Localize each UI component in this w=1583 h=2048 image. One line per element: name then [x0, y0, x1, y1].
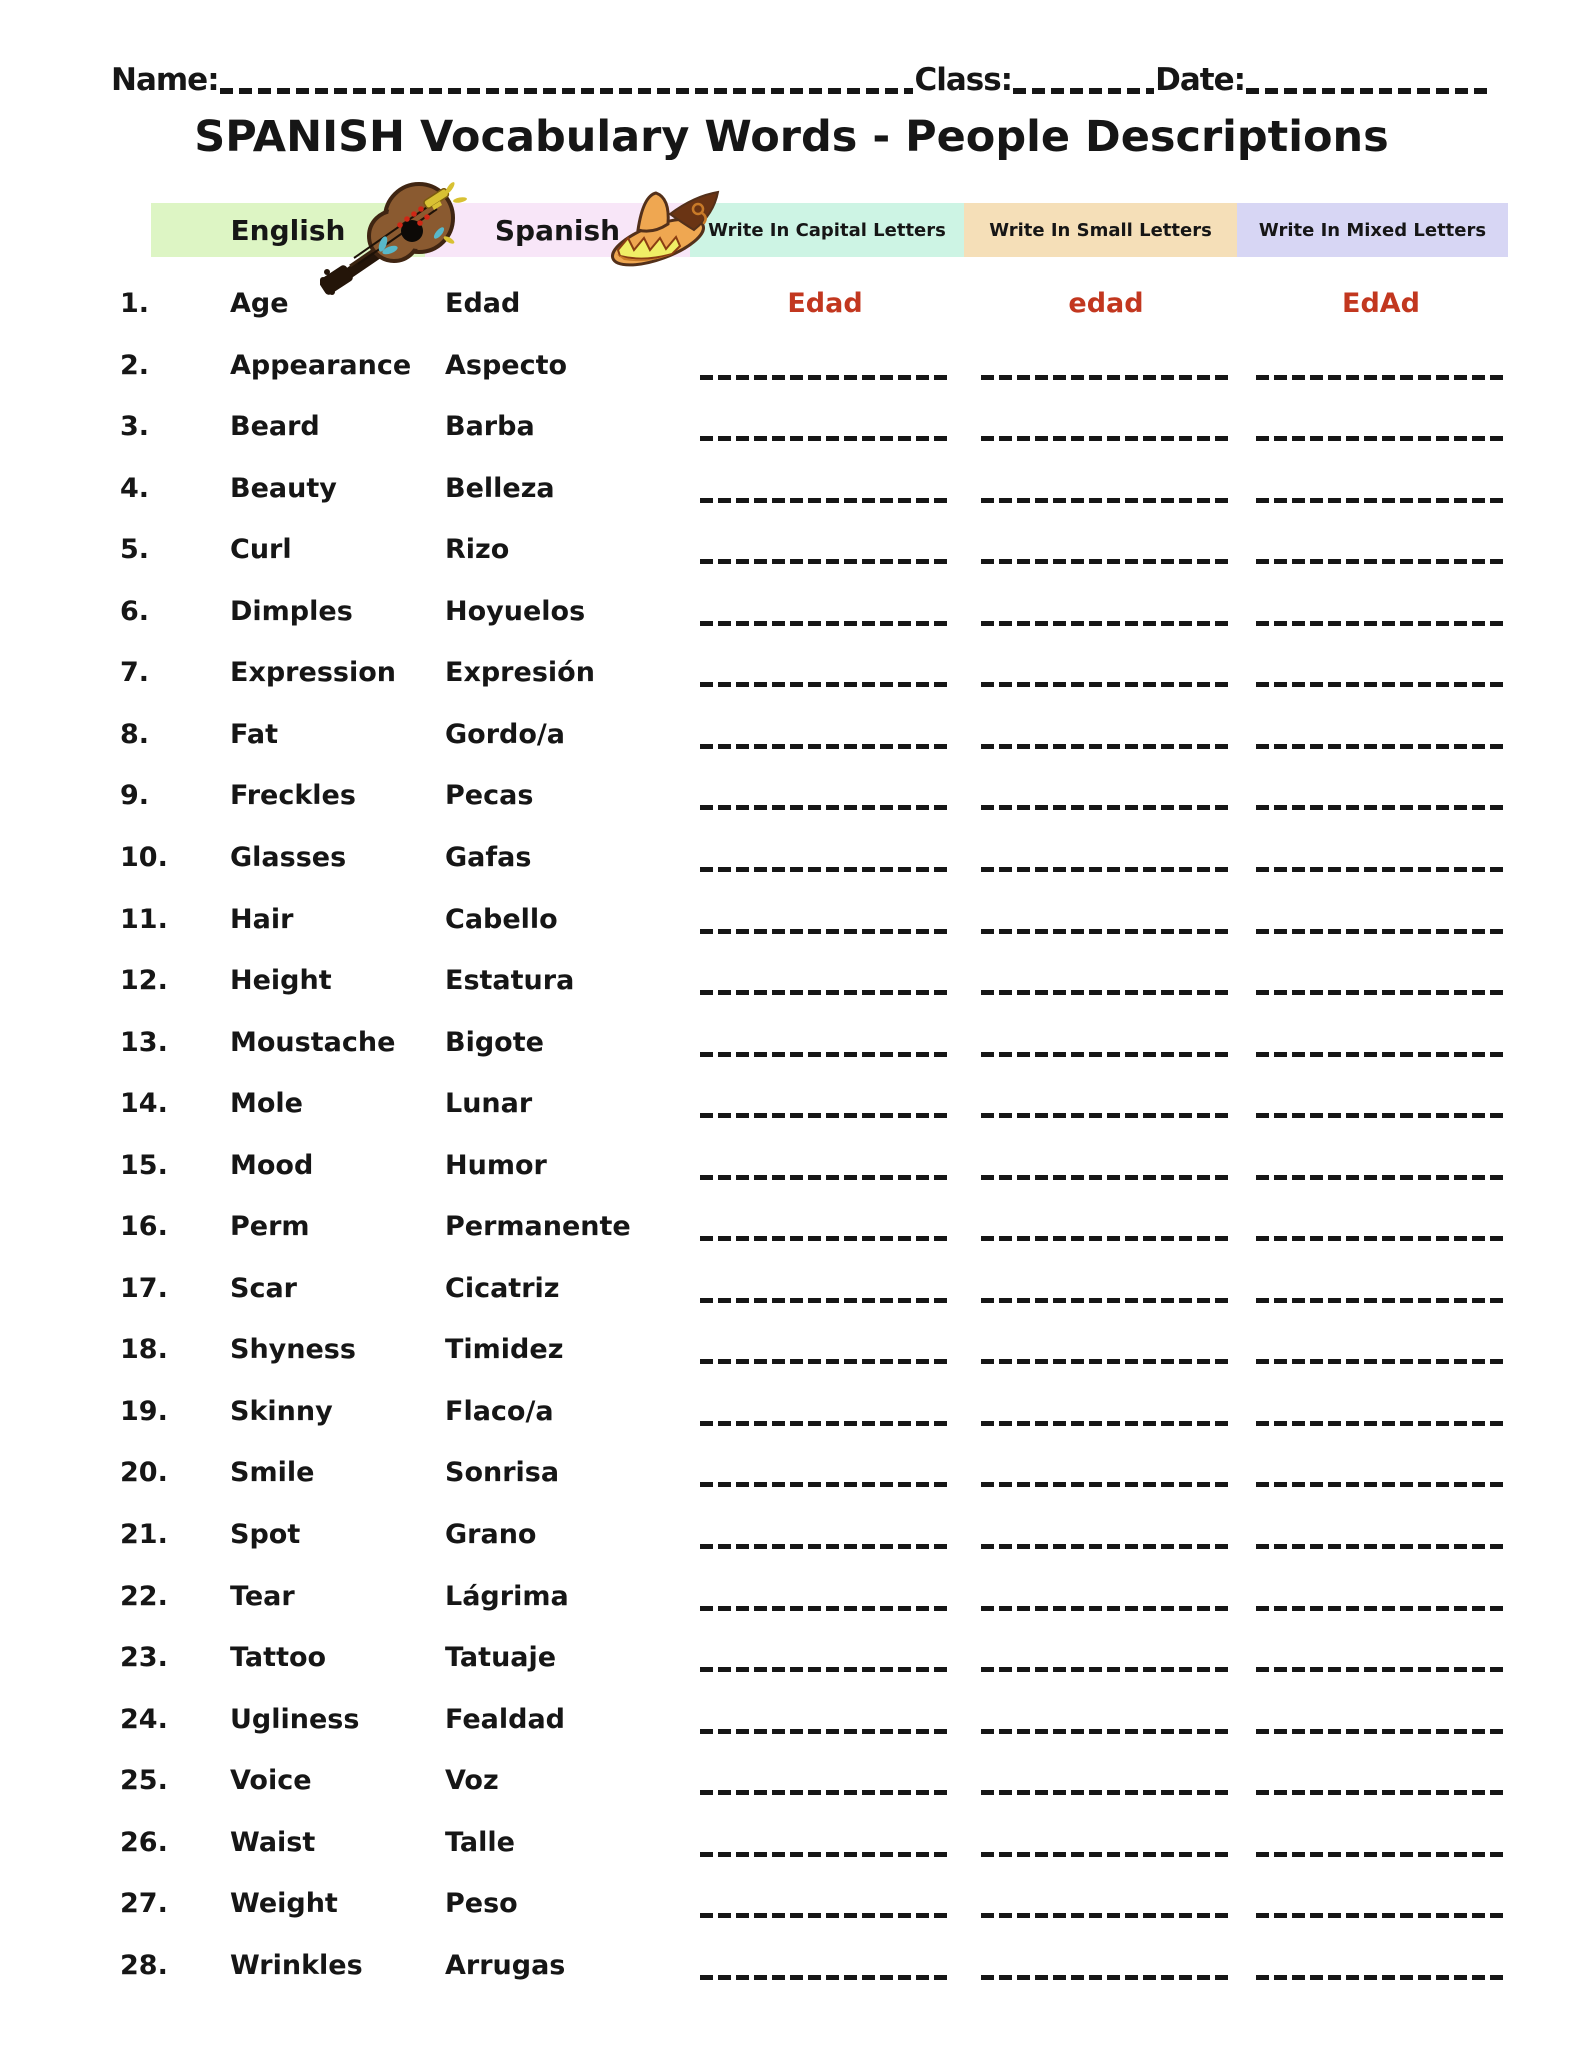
english-word: Expression	[230, 657, 396, 689]
column-header-3: Write In Small Letters	[964, 203, 1237, 257]
english-word: Dimples	[230, 595, 353, 627]
small-letters-blank	[981, 1175, 1230, 1180]
mixed-letters-blank	[1256, 1298, 1506, 1303]
small-letters-blank	[981, 805, 1230, 810]
mixed-letters-blank	[1256, 1852, 1506, 1857]
page-title: SPANISH Vocabulary Words - People Descriptions	[194, 112, 1389, 162]
spanish-word: Aspecto	[445, 349, 568, 381]
row-number: 11.	[120, 903, 168, 935]
english-word: Glasses	[230, 841, 347, 873]
capital-letters-blank	[700, 1421, 950, 1426]
capital-answer: Edad	[787, 288, 863, 319]
vocab-row	[0, 827, 1583, 889]
spanish-word: Lunar	[445, 1088, 533, 1120]
small-letters-blank	[981, 436, 1230, 441]
sombrero-icon	[610, 188, 724, 270]
small-letters-blank	[981, 1975, 1230, 1980]
small-letters-blank	[981, 559, 1230, 564]
capital-letters-blank	[700, 436, 950, 441]
capital-letters-blank	[700, 1236, 950, 1241]
small-letters-blank	[981, 1667, 1230, 1672]
mixed-letters-blank	[1256, 436, 1506, 441]
mixed-letters-blank	[1256, 1421, 1506, 1426]
row-number: 12.	[120, 965, 168, 997]
small-letters-blank	[981, 929, 1230, 934]
mixed-letters-blank	[1256, 682, 1506, 687]
mixed-letters-blank	[1256, 621, 1506, 626]
mixed-letters-blank	[1256, 559, 1506, 564]
row-number: 10.	[120, 841, 168, 873]
english-word: Beauty	[230, 472, 337, 504]
mixed-letters-blank	[1256, 375, 1506, 380]
english-word: Moustache	[230, 1026, 396, 1058]
spanish-word: Timidez	[445, 1334, 564, 1366]
small-letters-blank	[981, 1544, 1230, 1549]
capital-letters-blank	[700, 1113, 950, 1118]
small-letters-blank	[981, 1052, 1230, 1057]
mixed-letters-blank	[1256, 1052, 1506, 1057]
vocab-row	[0, 1319, 1583, 1381]
spanish-word: Cicatriz	[445, 1272, 560, 1304]
english-word: Age	[230, 288, 289, 319]
english-word: Height	[230, 965, 332, 997]
capital-letters-blank	[700, 1913, 950, 1918]
class-label: Class:	[914, 62, 1013, 98]
row-number: 2.	[120, 349, 150, 381]
vocab-row	[0, 950, 1583, 1012]
spanish-word: Belleza	[445, 472, 555, 504]
vocab-row	[0, 1381, 1583, 1443]
english-word: Voice	[230, 1765, 312, 1797]
row-number: 23.	[120, 1642, 168, 1674]
mixed-letters-blank	[1256, 1236, 1506, 1241]
mixed-letters-blank	[1256, 1482, 1506, 1487]
vocab-row	[0, 581, 1583, 643]
small-answer: edad	[1068, 288, 1144, 319]
small-letters-blank	[981, 682, 1230, 687]
row-number: 19.	[120, 1395, 168, 1427]
english-word: Scar	[230, 1272, 297, 1304]
small-letters-blank	[981, 1852, 1230, 1857]
english-word: Beard	[230, 411, 320, 443]
mixed-letters-blank	[1256, 498, 1506, 503]
row-number: 21.	[120, 1519, 168, 1550]
row-number: 14.	[120, 1088, 168, 1120]
english-word: Wrinkles	[230, 1949, 363, 1981]
capital-letters-blank	[700, 682, 950, 687]
capital-letters-blank	[700, 929, 950, 934]
english-word: Hair	[230, 903, 294, 935]
row-number: 28.	[120, 1949, 168, 1981]
capital-letters-blank	[700, 1975, 950, 1980]
row-number: 24.	[120, 1703, 168, 1735]
english-word: Curl	[230, 534, 292, 566]
vocab-row	[0, 1442, 1583, 1504]
row-number: 5.	[120, 534, 150, 566]
spanish-word: Gafas	[445, 841, 532, 873]
capital-letters-blank	[700, 498, 950, 503]
row-number: 22.	[120, 1580, 168, 1612]
row-number: 3.	[120, 411, 150, 443]
capital-letters-blank	[700, 805, 950, 810]
row-number: 25.	[120, 1765, 168, 1797]
small-letters-blank	[981, 621, 1230, 626]
capital-letters-blank	[700, 1175, 950, 1180]
spanish-word: Cabello	[445, 903, 558, 935]
english-word: Freckles	[230, 780, 356, 812]
vocab-row	[0, 519, 1583, 581]
english-word: Waist	[230, 1826, 316, 1858]
vocab-row	[0, 396, 1583, 458]
english-word: Skinny	[230, 1395, 333, 1427]
mixed-letters-blank	[1256, 1729, 1506, 1734]
spanish-word: Rizo	[445, 534, 510, 566]
spanish-word: Arrugas	[445, 1949, 566, 1981]
small-letters-blank	[981, 1421, 1230, 1426]
english-word: Ugliness	[230, 1703, 360, 1735]
column-header-1: Spanish	[425, 203, 690, 257]
spanish-word: Humor	[445, 1149, 547, 1181]
english-word: Mood	[230, 1149, 314, 1181]
spanish-word: Hoyuelos	[445, 595, 586, 627]
row-number: 7.	[120, 657, 150, 689]
row-number: 20.	[120, 1457, 168, 1489]
vocab-row	[0, 889, 1583, 951]
mixed-letters-blank	[1256, 1544, 1506, 1549]
vocab-row	[0, 335, 1583, 397]
english-word: Smile	[230, 1457, 315, 1489]
spanish-word: Bigote	[445, 1026, 544, 1058]
capital-letters-blank	[700, 744, 950, 749]
guitar-icon	[320, 176, 472, 314]
capital-letters-blank	[700, 867, 950, 872]
vocab-row	[0, 1012, 1583, 1074]
english-word: Appearance	[230, 349, 412, 381]
spanish-word: Tatuaje	[445, 1642, 557, 1674]
vocab-row	[0, 273, 1583, 335]
row-number: 13.	[120, 1026, 168, 1058]
column-header-4: Write In Mixed Letters	[1237, 203, 1508, 257]
spanish-word: Peso	[445, 1888, 518, 1920]
english-word: Tear	[230, 1580, 295, 1612]
row-number: 1.	[120, 288, 150, 319]
vocab-row	[0, 1750, 1583, 1812]
mixed-answer: EdAd	[1342, 288, 1420, 319]
english-word: Fat	[230, 718, 278, 750]
mixed-letters-blank	[1256, 867, 1506, 872]
capital-letters-blank	[700, 621, 950, 626]
capital-letters-blank	[700, 1482, 950, 1487]
vocab-row	[0, 1935, 1583, 1997]
column-header-0: English	[151, 203, 425, 257]
mixed-letters-blank	[1256, 1175, 1506, 1180]
mixed-letters-blank	[1256, 1790, 1506, 1795]
spanish-word: Edad	[445, 288, 521, 319]
vocab-row	[0, 1135, 1583, 1197]
vocab-row	[0, 765, 1583, 827]
date-label: Date:	[1155, 62, 1245, 98]
vocab-row	[0, 1566, 1583, 1628]
vocab-row	[0, 642, 1583, 704]
row-number: 4.	[120, 472, 150, 504]
vocab-row	[0, 458, 1583, 520]
column-header-2: Write In Capital Letters	[690, 203, 964, 257]
small-letters-blank	[981, 375, 1230, 380]
english-word: Mole	[230, 1088, 303, 1120]
capital-letters-blank	[700, 1052, 950, 1057]
capital-letters-blank	[700, 1667, 950, 1672]
small-letters-blank	[981, 1913, 1230, 1918]
vocab-row	[0, 704, 1583, 766]
small-letters-blank	[981, 1606, 1230, 1611]
mixed-letters-blank	[1256, 1606, 1506, 1611]
row-number: 17.	[120, 1272, 168, 1304]
small-letters-blank	[981, 1482, 1230, 1487]
mixed-letters-blank	[1256, 929, 1506, 934]
english-word: Shyness	[230, 1334, 356, 1366]
capital-letters-blank	[700, 375, 950, 380]
row-number: 26.	[120, 1826, 168, 1858]
spanish-word: Estatura	[445, 965, 575, 997]
row-number: 15.	[120, 1149, 168, 1181]
row-number: 8.	[120, 718, 150, 750]
small-letters-blank	[981, 1790, 1230, 1795]
english-word: Perm	[230, 1211, 310, 1243]
vocab-row	[0, 1196, 1583, 1258]
small-letters-blank	[981, 1113, 1230, 1118]
vocab-row	[0, 1812, 1583, 1874]
spanish-word: Expresión	[445, 657, 595, 689]
mixed-letters-blank	[1256, 1359, 1506, 1364]
small-letters-blank	[981, 990, 1230, 995]
spanish-word: Lágrima	[445, 1580, 569, 1612]
row-number: 18.	[120, 1334, 168, 1366]
capital-letters-blank	[700, 1852, 950, 1857]
vocab-row	[0, 1073, 1583, 1135]
spanish-word: Gordo/a	[445, 718, 565, 750]
spanish-word: Grano	[445, 1519, 537, 1550]
small-letters-blank	[981, 744, 1230, 749]
vocab-row	[0, 1504, 1583, 1566]
mixed-letters-blank	[1256, 744, 1506, 749]
spanish-word: Pecas	[445, 780, 534, 812]
vocab-row	[0, 1258, 1583, 1320]
row-number: 9.	[120, 780, 150, 812]
row-number: 6.	[120, 595, 150, 627]
spanish-word: Talle	[445, 1826, 515, 1858]
small-letters-blank	[981, 498, 1230, 503]
small-letters-blank	[981, 1236, 1230, 1241]
mixed-letters-blank	[1256, 990, 1506, 995]
mixed-letters-blank	[1256, 805, 1506, 810]
capital-letters-blank	[700, 559, 950, 564]
capital-letters-blank	[700, 1298, 950, 1303]
small-letters-blank	[981, 1729, 1230, 1734]
english-word: Tattoo	[230, 1642, 327, 1674]
vocab-row	[0, 1873, 1583, 1935]
mixed-letters-blank	[1256, 1913, 1506, 1918]
name-label: Name:	[111, 62, 219, 98]
capital-letters-blank	[700, 1544, 950, 1549]
mixed-letters-blank	[1256, 1113, 1506, 1118]
spanish-word: Sonrisa	[445, 1457, 560, 1489]
spanish-word: Barba	[445, 411, 535, 443]
capital-letters-blank	[700, 1606, 950, 1611]
capital-letters-blank	[700, 990, 950, 995]
english-word: Weight	[230, 1888, 338, 1920]
small-letters-blank	[981, 867, 1230, 872]
vocab-row	[0, 1689, 1583, 1751]
spanish-word: Voz	[445, 1765, 499, 1797]
capital-letters-blank	[700, 1359, 950, 1364]
spanish-word: Flaco/a	[445, 1395, 554, 1427]
english-word: Spot	[230, 1519, 301, 1550]
capital-letters-blank	[700, 1729, 950, 1734]
spanish-word: Fealdad	[445, 1703, 566, 1735]
small-letters-blank	[981, 1359, 1230, 1364]
mixed-letters-blank	[1256, 1975, 1506, 1980]
row-number: 16.	[120, 1211, 168, 1243]
capital-letters-blank	[700, 1790, 950, 1795]
row-number: 27.	[120, 1888, 168, 1920]
vocab-row	[0, 1627, 1583, 1689]
mixed-letters-blank	[1256, 1667, 1506, 1672]
spanish-word: Permanente	[445, 1211, 631, 1243]
small-letters-blank	[981, 1298, 1230, 1303]
